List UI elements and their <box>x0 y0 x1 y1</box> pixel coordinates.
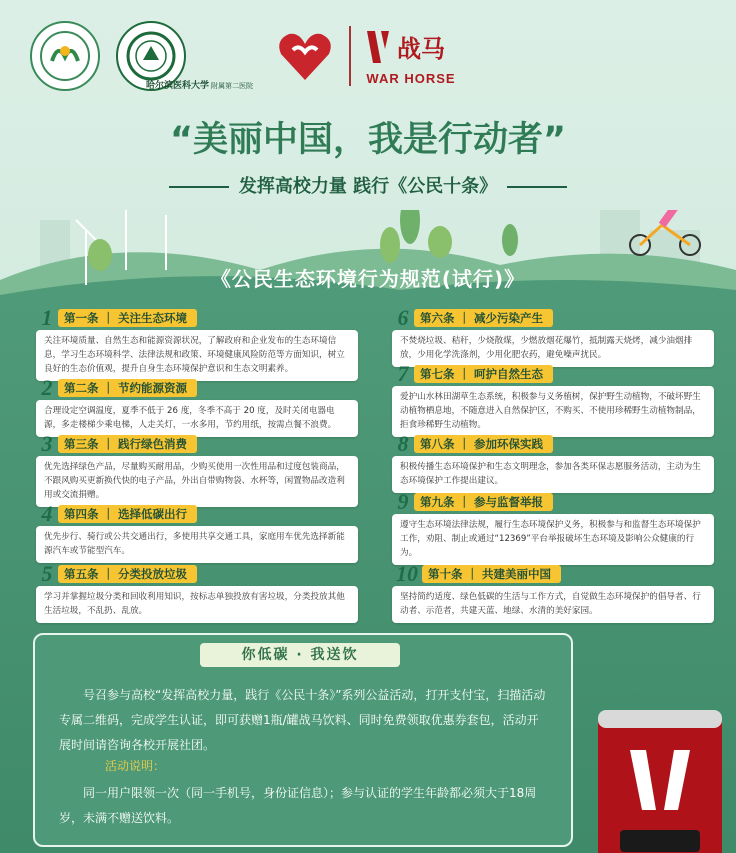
article-body: 优先步行、骑行或公共交通出行，多使用共享交通工具，家庭用车优先选择新能源汽车或节能型汽车。 <box>36 526 358 563</box>
article-number: 1 <box>41 305 53 330</box>
main-title: “美丽中国，我是行动者” <box>169 120 566 160</box>
subtitle: 发挥高校力量 践行《公民十条》 <box>0 172 736 198</box>
campaign-body: 号召参与高校“发挥高校力量，践行《公民十条》”系列公益活动，打开支付宝，扫描活动专属二维码，完成学生认证，即可获赠1瓶/罐战马饮料、同时免费领取优惠券套包，活动开展时间请咨询各校开展社团。 <box>59 688 546 752</box>
university-seal-icon <box>125 30 177 82</box>
article-3 <box>36 431 358 507</box>
article-body: 学习并掌握垃圾分类和回收利用知识，按标志单独投放有害垃圾，分类投放其他生活垃圾，不乱扔、乱放。 <box>36 586 358 623</box>
article-number: 5 <box>41 561 53 586</box>
rules-title: 活动说明： <box>105 759 166 773</box>
article-number: 8 <box>397 431 409 456</box>
article-label: 第七条 ｜ 呵护自然生态 <box>414 365 553 383</box>
article-number: 6 <box>397 305 409 330</box>
logo-bar <box>30 16 459 96</box>
tree-icon <box>400 210 420 244</box>
article-label: 第五条 ｜ 分类投放垃圾 <box>58 565 197 583</box>
article-body: 优先选择绿色产品，尽量购买耐用品，少购买使用一次性用品和过度包装商品，不跟风购买更新换代快的电子产品，外出自带购物袋、水杯等，闲置物品改造利用或交流捐赠。 <box>36 456 358 507</box>
article-label: 第一条 ｜ 关注生态环境 <box>58 309 197 327</box>
article-body: 遵守生态环境法律法规，履行生态环境保护义务，积极参与和监督生态环境保护工作，劝阻、制止或通过“12369”平台举报破坏生态环境及影响公众健康的行为。 <box>392 514 714 565</box>
article-7 <box>392 361 714 437</box>
hospital-emblem-icon <box>38 29 92 83</box>
university-name: 哈尔滨医科大学 附属第二医院 <box>146 80 254 91</box>
article-6 <box>392 305 714 367</box>
article-number: 3 <box>41 431 53 456</box>
svg-text:战马: 战马 <box>397 35 446 63</box>
article-label: 第六条 ｜ 减少污染产生 <box>414 309 553 327</box>
article-number: 9 <box>397 489 409 514</box>
subtitle-line-right <box>507 186 567 188</box>
warhorse-logo <box>363 27 459 86</box>
warhorse-brand-text: WAR HORSE <box>366 70 456 86</box>
article-label: 第九条 ｜ 参与监督举报 <box>414 493 553 511</box>
article-body: 关注环境质量、自然生态和能源资源状况，了解政府和企业发布的生态环境信息，学习生态环境科学、法律法规和政策、环境健康风险防范等方面知识，树立良好的生态价值观，提升自身生态环境保护意识和生态文明素养。 <box>36 330 358 381</box>
logo-divider <box>349 26 351 86</box>
article-1 <box>36 305 358 381</box>
hills-illustration <box>0 210 736 310</box>
article-number: 2 <box>41 375 53 400</box>
article-label: 第四条 ｜ 选择低碳出行 <box>58 505 197 523</box>
rules-body: 同一用户限领一次（同一手机号，身份证信息）；参与认证的学生年龄都必须大于18周岁，未满不赠送饮料。 <box>59 786 537 825</box>
article-body: 不焚烧垃圾、秸秆，少烧散煤，少燃放烟花爆竹，抵制露天烧烤，减少油烟排放，少用化学洗涤剂，少用化肥农药，避免噪声扰民。 <box>392 330 714 367</box>
article-2 <box>36 375 358 437</box>
subtitle-line-left <box>169 186 229 188</box>
article-4 <box>36 501 358 563</box>
article-label: 第十条 ｜ 共建美丽中国 <box>422 565 561 583</box>
article-8 <box>392 431 714 493</box>
article-9 <box>392 489 714 565</box>
article-number: 4 <box>41 501 53 526</box>
article-label: 第二条 ｜ 节约能源资源 <box>58 379 197 397</box>
article-label: 第三条 ｜ 践行绿色消费 <box>58 435 197 453</box>
article-number: 10 <box>396 561 418 586</box>
article-body: 坚持简约适度、绿色低碳的生活与工作方式，自觉做生态环境保护的倡导者、行动者、示范者，共建天蓝、地绿、水清的美好家园。 <box>392 586 714 623</box>
article-5 <box>36 561 358 623</box>
hospital-logo <box>30 21 100 91</box>
heart-hands-logo-icon <box>273 24 337 88</box>
article-body: 合理设定空调温度，夏季不低于 26 度，冬季不高于 20 度，及时关闭电器电源，多走楼梯少乘电梯，人走关灯，一水多用，节约用纸，按需点餐不浪费。 <box>36 400 358 437</box>
article-number: 7 <box>397 361 409 386</box>
campaign-title: 你低碳 · 我送饮 <box>200 643 400 667</box>
article-body: 爱护山水林田湖草生态系统，积极参与义务植树，保护野生动植物，不破坏野生动植物栖息地，不随意进入自然保护区，不购买、不使用珍稀野生动植物制品，拒食珍稀野生动植物。 <box>392 386 714 437</box>
article-body: 积极传播生态环境保护和生态文明理念，参加各类环保志愿服务活动，主动为生态环境保护工作提出建议。 <box>392 456 714 493</box>
articles-grid <box>0 300 736 620</box>
drink-can-icon <box>590 700 730 853</box>
article-10 <box>392 561 714 623</box>
code-title: 《公民生态环境行为规范(试行)》 <box>210 267 526 291</box>
article-label: 第八条 ｜ 参加环保实践 <box>414 435 553 453</box>
warhorse-emblem-icon <box>363 27 459 71</box>
campaign-box <box>33 633 573 847</box>
